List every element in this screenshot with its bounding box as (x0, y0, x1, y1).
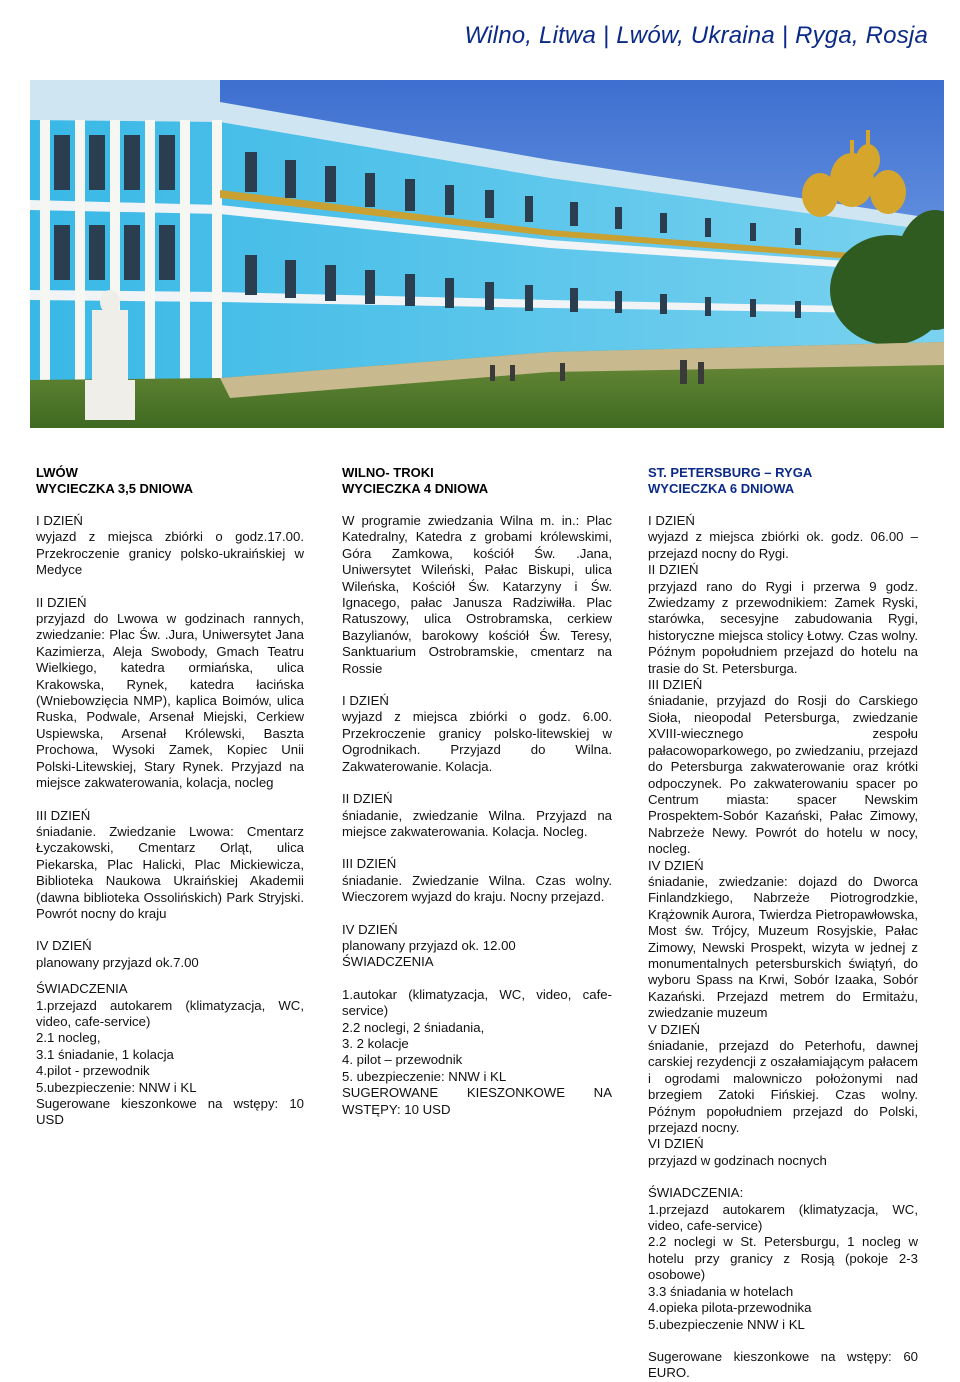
day-block: III DZIEŃ śniadanie. Zwiedzanie Wilna. Czas wolny. Wieczorem wyjazd do kraju. Nocny przejazd. (342, 856, 612, 905)
section-heading (36, 465, 304, 497)
palace-photo (30, 80, 944, 428)
heading-line: WYCIECZKA 3,5 DNIOWA (36, 481, 193, 496)
day-block: III DZIEŃ śniadanie. Zwiedzanie Lwowa: Cmentarz Łyczakowski, Cmentarz Orląt, ulica Piekarska, Plac Halicki, Plac Mickiewicza, Biblioteka Naukowa Ukraińskiej Akademii (dawna biblioteka Ossolińskich) Park Stryjski. Powrót nocny do kraju (36, 807, 304, 921)
day-block: II DZIEŃ przyjazd do Lwowa w godzinach rannych, zwiedzanie: Plac Św. .Jura, Uniwersytet Jana Kazimierza, Aleja Swobody, Gmach Teatru Wielkiego, katedra ormiańska, ulica Krakowska, Rynek, katedra łacińska (Wniebowzięcia NMP), kaplica Boimów, ulica Ruska, Podwale, Arsenał Miejski, Cerkiew Uspiewska, Arsenał Królewski, Baszta Prochowa, Wysoki Zamek, Kopiec Unii Polski-Litewskiej, Stary Rynek. Przyjazd na miejsce zakwaterowania, kolacja, nocleg (36, 594, 304, 791)
services-block: 1.autokar (klimatyzacja, WC, video, cafe-service) 2.2 noclegi, 2 śniadania, 3. 2 kolacje 4. pilot – przewodnik 5. ubezpieczenie: NNW i KL SUGEROWANE KIESZONKOWE NA WSTĘPY: 10 USD (342, 986, 612, 1117)
day-block: I DZIEŃ wyjazd z miejsca zbiórki o godz. 6.00. Przekroczenie granicy polsko-litewskiej w Ogrodnikach. Przyjazd do Wilna. Zakwaterowanie. Kolacja. (342, 693, 612, 774)
day-block: II DZIEŃ śniadanie, zwiedzanie Wilna. Przyjazd na miejsce zakwaterowania. Kolacja. Nocleg. (342, 791, 612, 839)
heading-line: WYCIECZKA 6 DNIOWA (648, 481, 795, 496)
heading-line: WILNO- TROKI (342, 465, 434, 480)
page-title: Wilno, Litwa | Lwów, Ukraina | Ryga, Rosja (464, 22, 928, 49)
services-block: ŚWIADCZENIA 1.przejazd autokarem (klimatyzacja, WC, video, cafe-service) 2.1 nocleg, 3.1 śniadanie, 1 kolacja 4.pilot - przewodnik 5.ubezpieczenie: NNW i KL Sugerowane kieszonkowe na wstępy: 10 USD (36, 981, 304, 1128)
day-block: IV DZIEŃ planowany przyjazd ok. 12.00 ŚWIADCZENIA (342, 921, 516, 970)
heading-line: WYCIECZKA 4 DNIOWA (342, 481, 489, 496)
day-block: IV DZIEŃ planowany przyjazd ok.7.00 (36, 938, 199, 970)
program-block: W programie zwiedzania Wilna m. in.: Plac Katedralny, Katedra z grobami królewskimi, Góra Zamkowa, kościół Św. .Jana, Uniwersytet Wileński, Pałac Biskupi, ulica Wileńska, Kościół Św. Katarzyny i Św. Ignacego, pałac Janusza Radziwiłła. Plac Ratuszowy, ulica Ostrobramska, cerkiew Bazylianów, barokowy kościół Św. Teresy, Sanktuarium Ostrobramskie, cmentarz na Rossie (342, 513, 612, 676)
column-lwow (36, 465, 304, 1129)
services-block: ŚWIADCZENIA: 1.przejazd autokarem (klimatyzacja, WC, video, cafe-service) 2.2 noclegi w St. Petersburgu, 1 nocleg w hotelu przy granicy z Rosją (pokoje 2-3 osobowe) 3.3 śniadania w hotelach 4.opieka pilota-przewodnika 5.ubezpieczenie NNW i KL (648, 1185, 918, 1332)
heading-line: LWÓW (36, 465, 78, 480)
pocket-money-note: Sugerowane kieszonkowe na wstępy: 60 EURO. (648, 1348, 918, 1381)
section-heading (342, 465, 612, 497)
day-block: I DZIEŃ wyjazd z miejsca zbiórki o godz.17.00. Przekroczenie granicy polsko-ukraińskiej w Medyce (36, 513, 304, 578)
heading-line: ST. PETERSBURG – RYGA (648, 465, 813, 480)
column-wilno (342, 465, 612, 1118)
column-petersburg (648, 465, 918, 1382)
section-heading (648, 465, 918, 497)
itinerary-block: I DZIEŃ wyjazd z miejsca zbiórki ok. godz. 06.00 – przejazd nocny do Rygi. II DZIEŃ przyjazd rano do Rygi i przerwa 9 godz. Zwiedzamy z przewodnikiem: Zamek Ryski, starówka, secesyjne zabudowania Rygi, historyczne miejsca stolicy Łotwy. Czas wolny. Późnym popołudniem przejazd do hotelu na trasie do St. Petersburga. III DZIEŃ śniadanie, przyjazd do Rosji do Carskiego Sioła, nieopodal Petersburga, zwiedzanie XVIII-wiecznego zespołu pałacowoparkowego, po zwiedzaniu, przejazd do Petersburga zakwaterowanie oraz krótki odpoczynek. Po zakwaterowaniu spacer po Centrum miasta: spacer Newskim Prospektem-Sobór Kazański, Pałac Zimowy, Nabrzeże Newy. Powrót do hotelu w nocy, nocleg. IV DZIEŃ śniadanie, zwiedzanie: dojazd do Dworca Finlandzkiego, Nabrzeże Piotrogrodzkie, Krążownik Aurora, Twierdza Pietropawłowska, Most św. Trójcy, Muzeum Rosyjskie, Pałac Zimowy, Newski Prospekt, wizyta w jednej z monumentalnych petersburskich świątyń, do wyboru Spass na Krwi, Sobór Izaaka, Sobór Kazański. Przejazd metrem do Ermitażu, zwiedzanie muzeum V DZIEŃ śniadanie, przejazd do Peterhofu, dawnej carskiej rezydencji z oszałamiającym pałacem i ogrodami malowniczo położonymi nad brzegiem Zatoki Fińskiej. Czas wolny. Późnym popołudniem przejazd do Polski, przejazd nocny. VI DZIEŃ przyjazd w godzinach nocnych (648, 513, 918, 1168)
